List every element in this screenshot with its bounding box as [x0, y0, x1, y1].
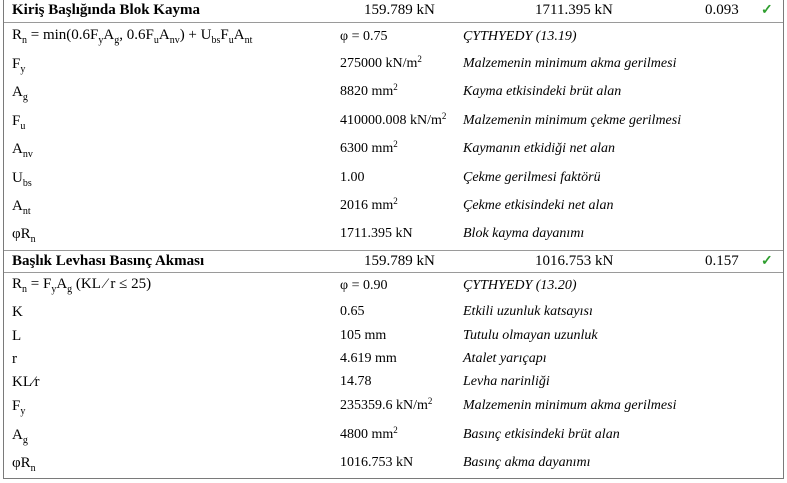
section2-phi: φ = 0.90: [340, 278, 388, 293]
variable-symbol: $A_g$: [12, 84, 28, 103]
variable-value: 1.00: [340, 170, 365, 185]
section1-demand: 159.789 kN: [364, 2, 435, 18]
variable-symbol: K: [12, 304, 23, 320]
section2-ratio: 0.157: [705, 253, 739, 269]
section1-capacity: 1711.395 kN: [535, 2, 613, 18]
section1-phi: φ = 0.75: [340, 29, 388, 44]
section1-title: Kiriş Başlığında Blok Kayma: [12, 2, 200, 18]
variable-value: 0.65: [340, 304, 365, 319]
variable-symbol: $\varphi R_n$: [12, 226, 36, 245]
variable-symbol: r: [12, 351, 17, 367]
variable-value: 2016 $mm^2$: [340, 196, 398, 213]
section1-formula: $R_n = \min(0.6F_yA_g$, $0.6F_uA_{nv}) + U_{bs}F_uA_{nt}$: [12, 27, 253, 46]
variable-description: Kayma etkisindeki brüt alan: [463, 84, 622, 99]
variable-symbol: $F_y$: [12, 398, 26, 417]
variable-value: 105 mm: [340, 328, 387, 343]
variable-value: 4.619 mm: [340, 351, 397, 366]
variable-description: Çekme etkisindeki net alan: [463, 198, 614, 213]
variable-description: Malzemenin minimum çekme gerilmesi: [463, 113, 682, 128]
section2-capacity: 1016.753 kN: [535, 253, 614, 269]
variable-symbol: $\varphi R_n$: [12, 455, 36, 474]
variable-symbol: $A_g$: [12, 427, 28, 446]
section1-reference: ÇYTHYEDY (13.19): [463, 29, 577, 44]
divider: [4, 22, 783, 23]
variable-description: Atalet yarıçapı: [463, 351, 547, 366]
variable-symbol: $A_{nt}$: [12, 198, 31, 217]
variable-symbol: $F_y$: [12, 56, 26, 75]
section2-reference: ÇYTHYEDY (13.20): [463, 278, 577, 293]
calculation-table: [3, 0, 784, 479]
variable-value: 6300 $mm^2$: [340, 139, 398, 156]
variable-description: Basınç etkisindeki brüt alan: [463, 427, 620, 442]
section2-check-icon: ✓: [761, 254, 773, 269]
variable-symbol: KL⁄r: [12, 374, 40, 390]
variable-description: Malzemenin minimum akma gerilmesi: [463, 398, 677, 413]
variable-description: Çekme gerilmesi faktörü: [463, 170, 601, 185]
section1-check-icon: ✓: [761, 3, 773, 18]
variable-description: Blok kayma dayanımı: [463, 226, 585, 241]
variable-value: 235359.6 $kN/m^2$: [340, 396, 433, 413]
variable-value: 4800 $mm^2$: [340, 425, 398, 442]
variable-description: Tutulu olmayan uzunluk: [463, 328, 598, 343]
variable-value: 275000 $kN/m^2$: [340, 54, 422, 71]
variable-symbol: $F_u$: [12, 113, 26, 132]
divider: [4, 272, 783, 273]
section2-title: Başlık Levhası Basınç Akması: [12, 253, 205, 269]
section1-ratio: 0.093: [705, 2, 739, 18]
section2-formula: $R_n = F_yA_g$ (KL ⁄ r ≤ 25): [12, 276, 152, 295]
section2-demand: 159.789 kN: [364, 253, 435, 269]
variable-description: Levha narinliği: [463, 374, 550, 389]
variable-symbol: L: [12, 328, 22, 344]
variable-description: Malzemenin minimum akma gerilmesi: [463, 56, 677, 71]
variable-description: Basınç akma dayanımı: [463, 455, 591, 470]
variable-value: 1016.753 kN: [340, 455, 414, 470]
divider: [4, 250, 783, 251]
variable-value: 410000.008 $kN/m^2$: [340, 111, 447, 128]
variable-symbol: $U_{bs}$: [12, 170, 32, 189]
variable-value: 14.78: [340, 374, 372, 389]
variable-description: Etkili uzunluk katsayısı: [463, 304, 593, 319]
variable-value: 1711.395 kN: [340, 226, 413, 241]
variable-description: Kaymanın etkidiği net alan: [463, 141, 616, 156]
variable-symbol: $A_{nv}$: [12, 141, 33, 160]
variable-value: 8820 $mm^2$: [340, 82, 398, 99]
